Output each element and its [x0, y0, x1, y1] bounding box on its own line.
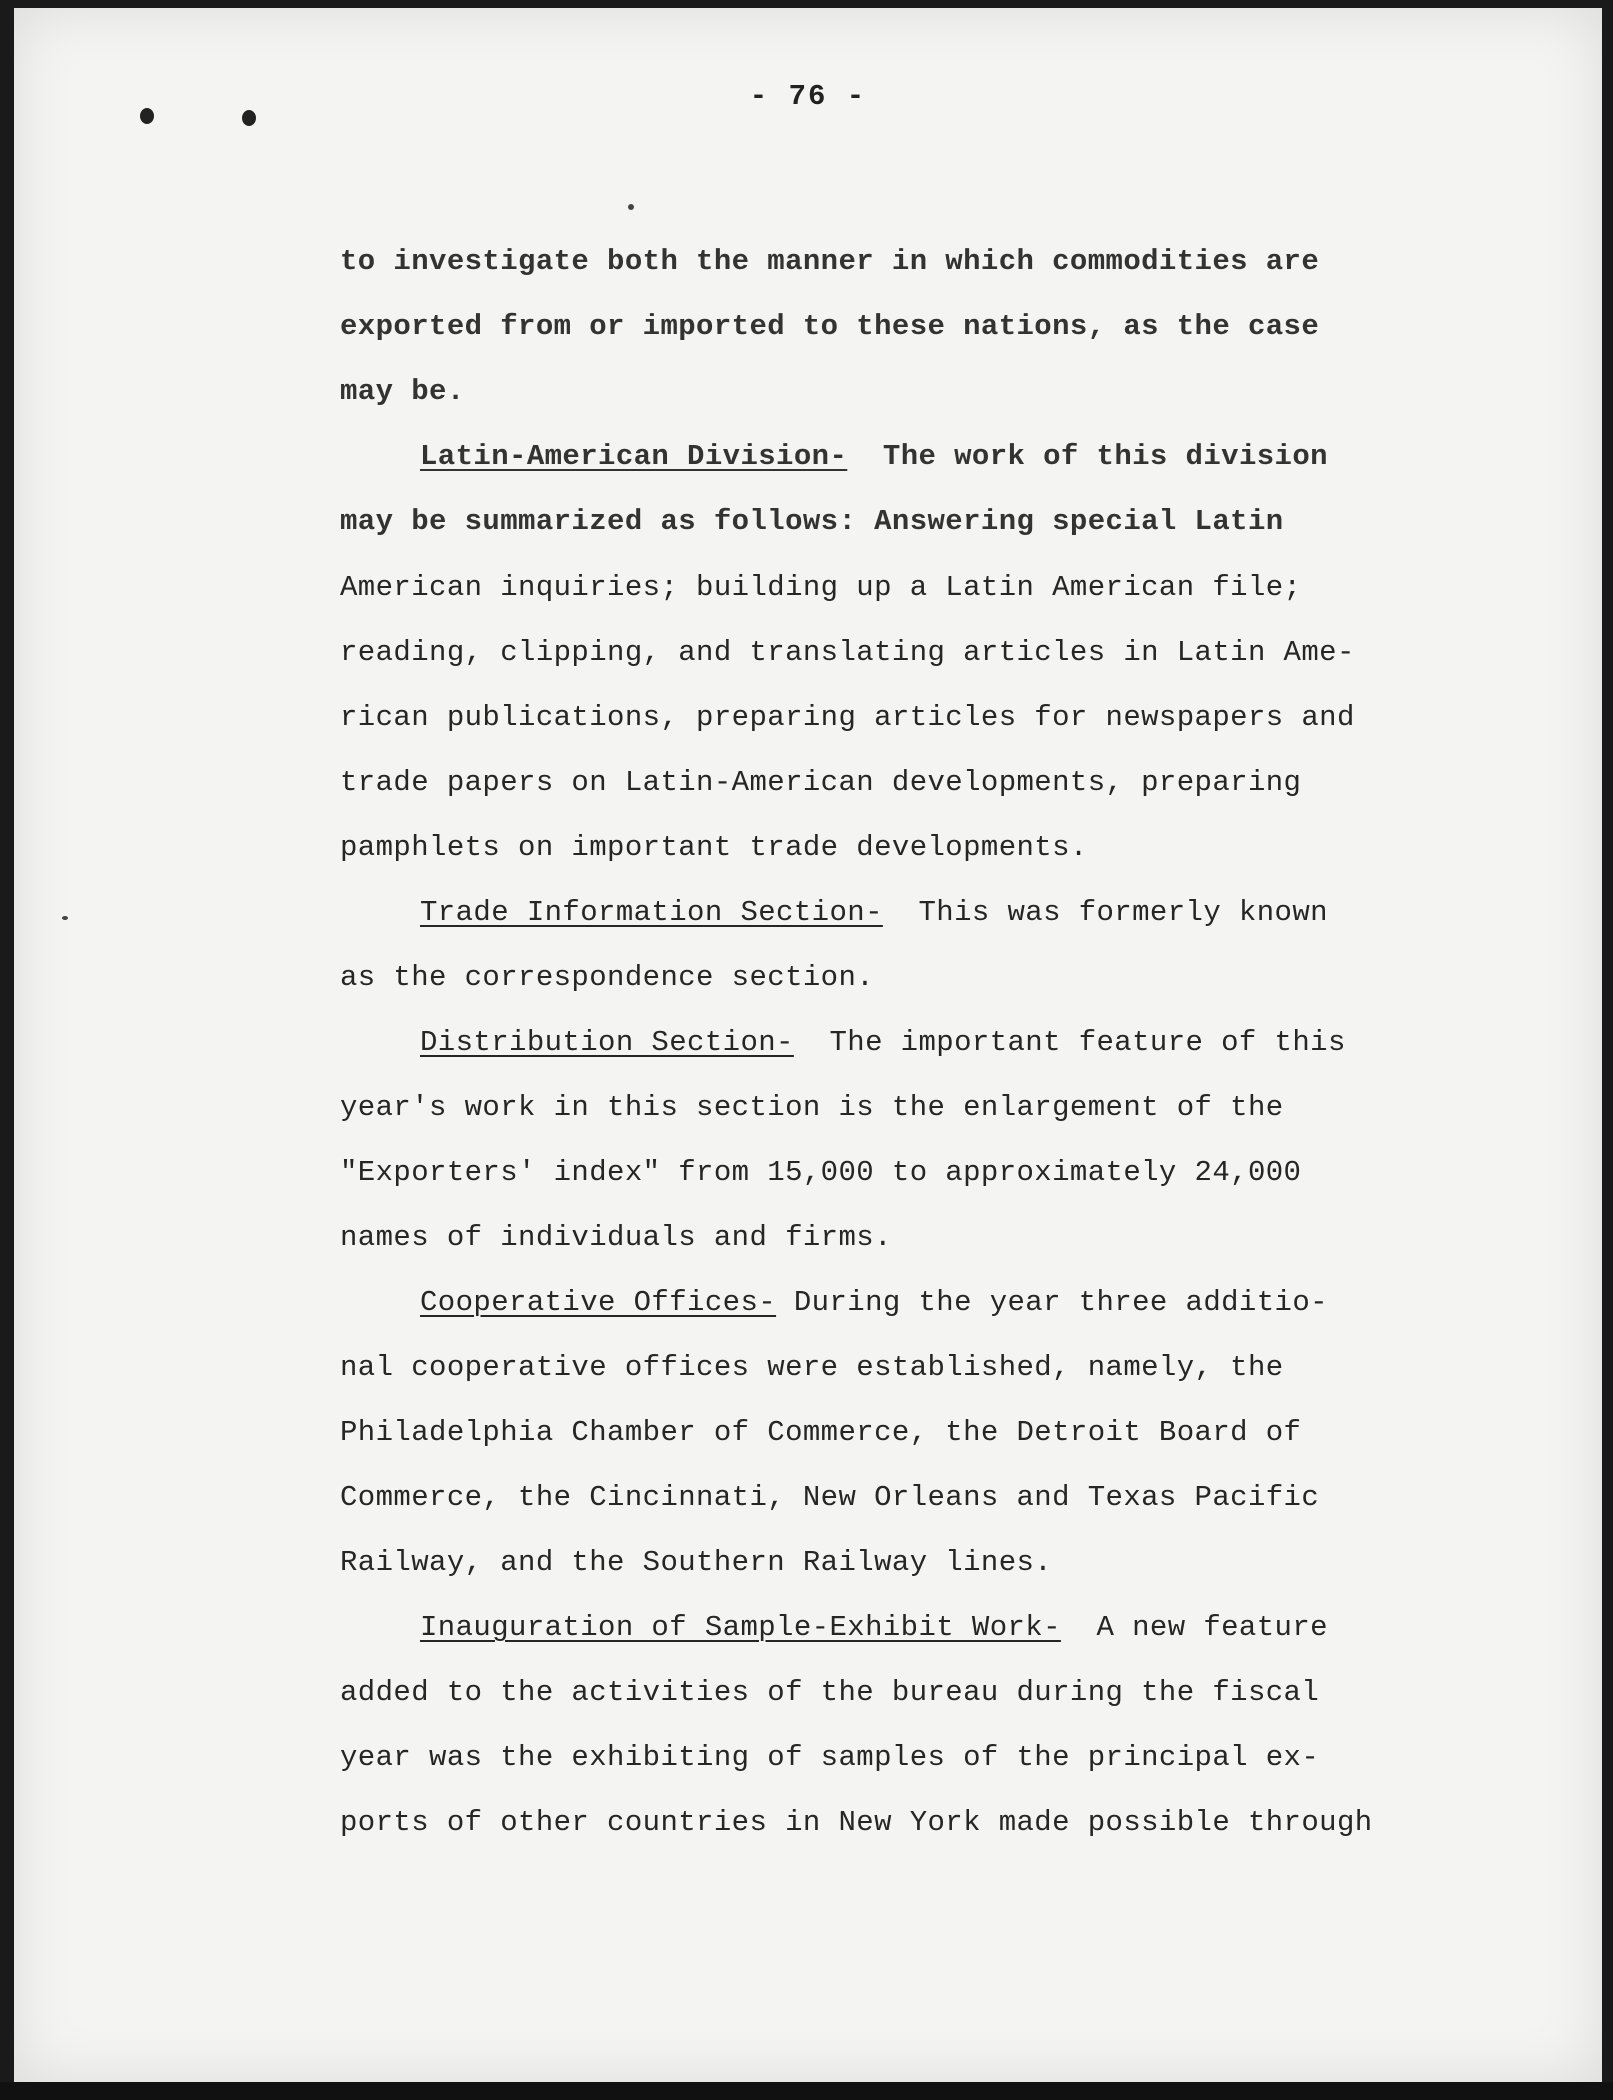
page-number: - 76 - — [749, 80, 867, 113]
body-line: Philadelphia Chamber of Commerce, the Detroit Board of — [340, 1416, 1302, 1449]
heading-trade-information-section: Trade Information Section- — [420, 896, 883, 929]
section-heading-line: Cooperative Offices- During the year three additio- — [420, 1286, 1328, 1319]
body-line: names of individuals and firms. — [340, 1221, 892, 1254]
body-line: may be. — [340, 375, 465, 408]
body-line: nal cooperative offices were established, namely, the — [340, 1351, 1284, 1384]
ink-speck — [628, 204, 634, 210]
body-line: Commerce, the Cincinnati, New Orleans and Texas Pacific — [340, 1481, 1320, 1514]
section-heading-line: Latin-American Division- The work of this division — [420, 440, 1328, 473]
scan-bottom-border — [0, 2082, 1613, 2100]
heading-distribution-section: Distribution Section- — [420, 1026, 794, 1059]
ink-speck — [62, 916, 68, 920]
body-line: to investigate both the manner in which commodities are — [340, 245, 1320, 278]
heading-cooperative-offices: Cooperative Offices- — [420, 1286, 777, 1319]
body-line: as the correspondence section. — [340, 961, 875, 994]
section-heading-line: Distribution Section- The important feature of this — [420, 1026, 1346, 1059]
body-line: reading, clipping, and translating articles in Latin Ame- — [340, 636, 1355, 669]
body-line: "Exporters' index" from 15,000 to approximately 24,000 — [340, 1156, 1302, 1189]
body-line: ports of other countries in New York made possible through — [340, 1806, 1373, 1839]
heading-latin-american-division: Latin-American Division- — [420, 440, 848, 473]
body-line: year's work in this section is the enlargement of the — [340, 1091, 1284, 1124]
body-line: may be summarized as follows: Answering special Latin — [340, 505, 1284, 538]
body-line: pamphlets on important trade developments. — [340, 831, 1088, 864]
section-heading-line: Inauguration of Sample-Exhibit Work- A new feature — [420, 1611, 1328, 1644]
heading-sample-exhibit-work: Inauguration of Sample-Exhibit Work- — [420, 1611, 1061, 1644]
body-line: rican publications, preparing articles for newspapers and — [340, 701, 1355, 734]
body-line: exported from or imported to these nations, as the case — [340, 310, 1320, 343]
body-line: added to the activities of the bureau during the fiscal — [340, 1676, 1320, 1709]
document-page — [14, 8, 1602, 2082]
body-line: Railway, and the Southern Railway lines. — [340, 1546, 1053, 1579]
body-line: American inquiries; building up a Latin American file; — [340, 571, 1302, 604]
body-line: trade papers on Latin-American developments, preparing — [340, 766, 1302, 799]
body-line: year was the exhibiting of samples of the principal ex- — [340, 1741, 1320, 1774]
section-heading-line: Trade Information Section- This was formerly known — [420, 896, 1328, 929]
